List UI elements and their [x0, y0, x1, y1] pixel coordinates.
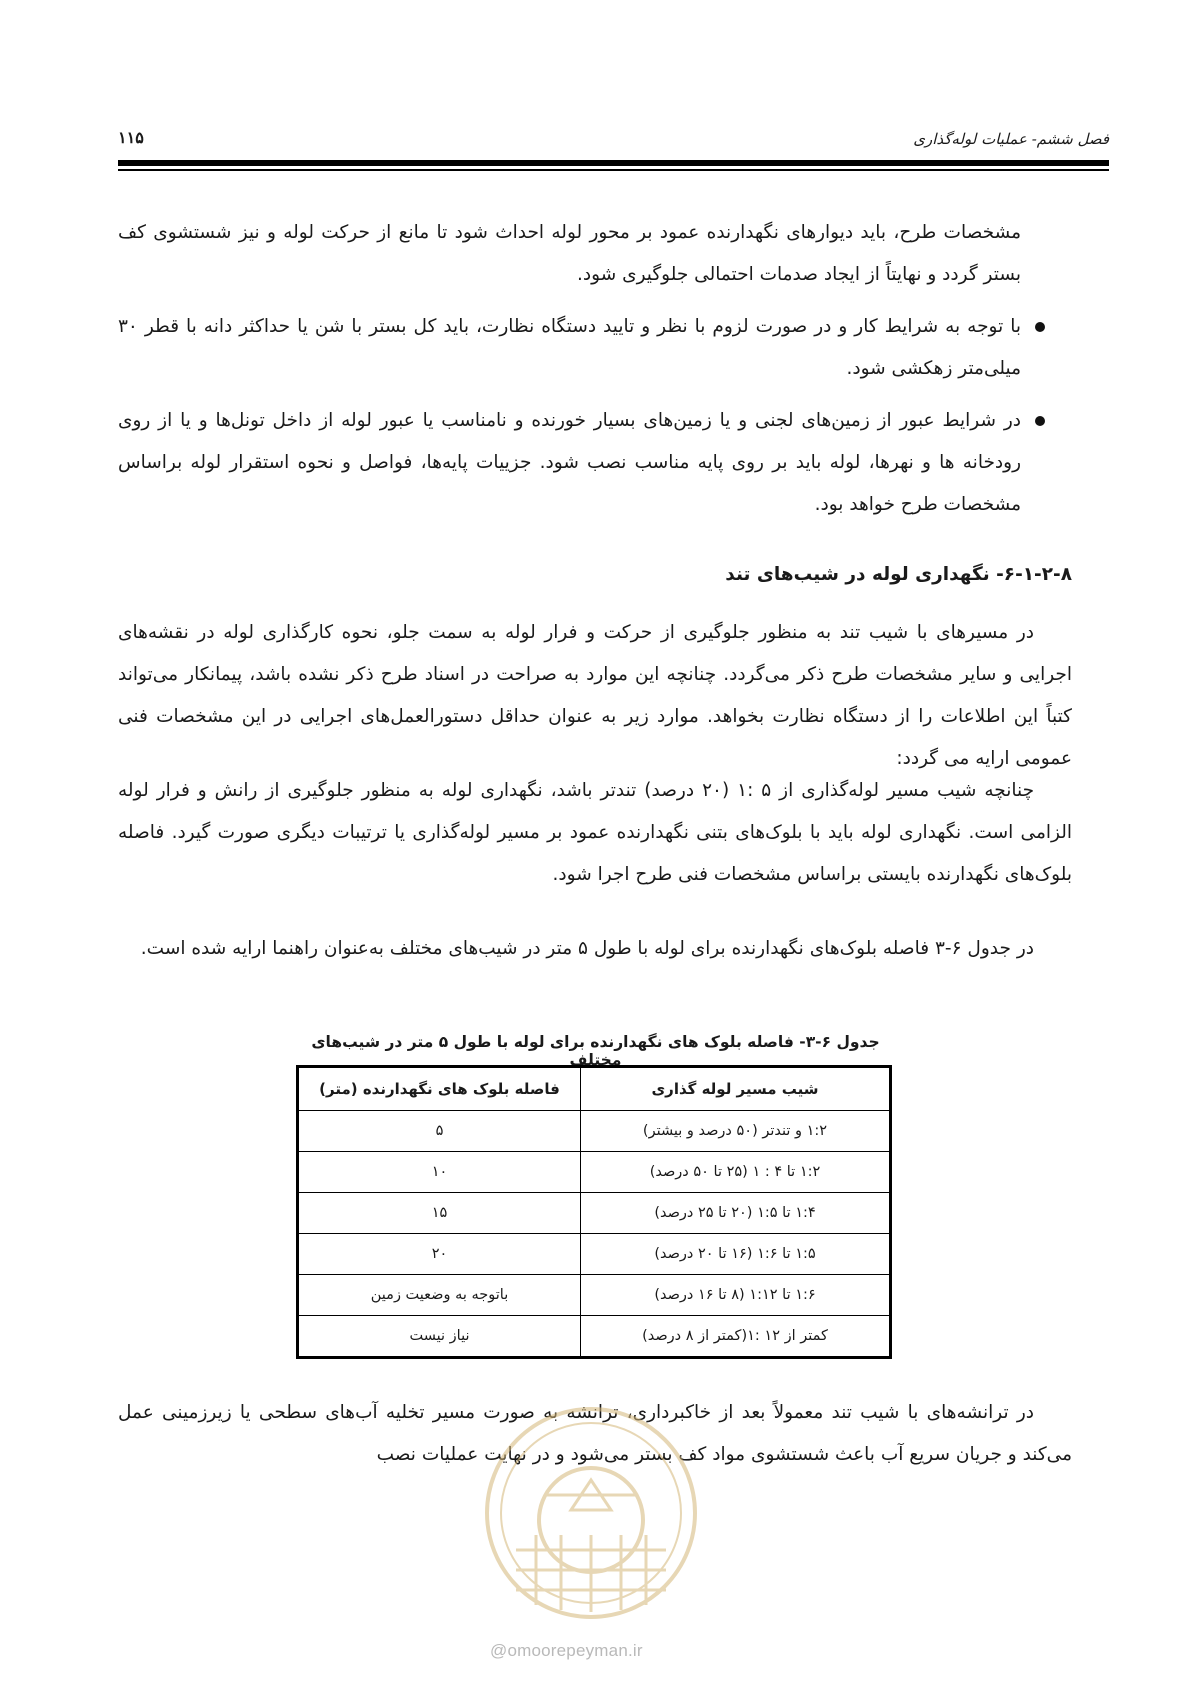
steep-slope-paragraph: در مسیرهای با شیب تند به منظور جلوگیری از حرکت و فرار لوله به سمت جلو، نحوه کارگذاری لوله در نقشه‌های اجرایی و سایر مشخصات طرح ذکر می‌گردد. چنانچه این موارد به صراحت در اسناد طرح ذکر نشده باشد، پیمانکار می‌تواند کتباً این اطلاعات را از دستگاه نظارت بخواهد. موارد زیر به عنوان حداقل دستورالعمل‌های اجرایی در این مشخصات فنی عمومی ارایه می گردد: — [118, 622, 1072, 769]
table-cell-slope: کمتر از ۱۲ :۱(کمتر از ۸ درصد) — [581, 1316, 891, 1358]
table-header-row — [298, 1067, 891, 1111]
bullet-marker — [1035, 416, 1045, 426]
table-cell-spacing: ۱۰ — [298, 1152, 581, 1193]
running-header-title: فصل ششم- عملیات لوله‌گذاری — [913, 130, 1109, 148]
table-cell-slope: ۱:۲ تا ۴ : ۱ (۲۵ تا ۵۰ درصد) — [581, 1152, 891, 1193]
table-reference-paragraph: در جدول ۶-۳ فاصله بلوک‌های نگهدارنده برای لوله با طول ۵ متر در شیب‌های مختلف به‌عنوان راهنما ارایه شده است. — [140, 938, 1034, 959]
anchor-block-paragraph: چنانچه شیب مسیر لوله‌گذاری از ۵ :۱ (۲۰ درصد) تندتر باشد، نگهداری لوله به منظور جلوگیری از رانش و فرار لوله الزامی است. نگهداری لوله باید با بلوک‌های بتنی نگهدارنده عمود بر مسیر لوله‌گذاری یا ترتیبات دیگری صورت گیرد. فاصله بلوک‌های نگهدارنده بایستی براساس مشخصات فنی طرح اجرا شود. — [118, 780, 1072, 885]
page-number: ۱۱۵ — [118, 128, 144, 147]
anchor-spacing-table — [296, 1065, 892, 1359]
watermark-url: @omoorepeyman.ir — [490, 1641, 643, 1660]
table-cell-spacing: باتوجه به وضعیت زمین — [298, 1275, 581, 1316]
table-caption: جدول ۶-۳- فاصله بلوک های نگهدارنده برای لوله با طول ۵ متر در شیب‌های مختلف — [311, 1033, 880, 1069]
table-row — [298, 1193, 891, 1234]
table-header-cell: شیب مسیر لوله گذاری — [581, 1067, 891, 1111]
table-row — [298, 1111, 891, 1152]
watermark-seal-icon — [476, 1400, 706, 1626]
table-row — [298, 1316, 891, 1358]
table-header-cell: فاصله بلوک های نگهدارنده (متر) — [298, 1067, 581, 1111]
table-cell-spacing: ۱۵ — [298, 1193, 581, 1234]
table-row — [298, 1152, 891, 1193]
table-cell-spacing: ۵ — [298, 1111, 581, 1152]
bullet-marker — [1035, 322, 1045, 332]
table-cell-slope: ۱:۲ و تندتر (۵۰ درصد و بیشتر) — [581, 1111, 891, 1152]
table-row — [298, 1275, 891, 1316]
header-rule-thin — [118, 169, 1109, 171]
trench-paragraph: در ترانشه‌های با شیب تند معمولاً بعد از خاکبرداری، ترانشه به صورت مسیر تخلیه آب‌های سطحی یا زیرزمینی عمل می‌کند و جریان سریع آب باعث شستشوی مواد کف بستر می‌شود و در نهایت عملیات نصب — [118, 1402, 1072, 1465]
section-heading: ۶-۱-۲-۸- نگهداری لوله در شیب‌های تند — [725, 564, 1072, 585]
bullet-item-drainage: با توجه به شرایط کار و در صورت لزوم با نظر و تایید دستگاه نظارت، باید کل بستر با شن یا حداکثر دانه با قطر ۳۰ میلی‌متر زهکشی شود. — [118, 316, 1021, 379]
table-cell-slope: ۱:۵ تا ۱:۶ (۱۶ تا ۲۰ درصد) — [581, 1234, 891, 1275]
table-cell-slope: ۱:۶ تا ۱:۱۲ (۸ تا ۱۶ درصد) — [581, 1275, 891, 1316]
table-row — [298, 1234, 891, 1275]
header-rule-thick — [118, 160, 1109, 166]
bullet-item-supports: در شرایط عبور از زمین‌های لجنی و یا زمین‌های بسیار خورنده و نامناسب یا عبور لوله از داخل تونل‌ها و یا از روی رودخانه ها و نهرها، لوله باید بر روی پایه مناسب نصب شود. جزییات پایه‌ها، فواصل و نحوه استقرار لوله براساس مشخصات طرح خواهد بود. — [118, 410, 1021, 515]
table-cell-spacing: نیاز نیست — [298, 1316, 581, 1358]
intro-paragraph: مشخصات طرح، باید دیوارهای نگهدارنده عمود بر محور لوله احداث شود تا مانع از حرکت لوله و نیز شستشوی کف بستر گردد و نهایتاً از ایجاد صدمات احتمالی جلوگیری شود. — [118, 222, 1021, 285]
table-cell-spacing: ۲۰ — [298, 1234, 581, 1275]
table-cell-slope: ۱:۴ تا ۱:۵ (۲۰ تا ۲۵ درصد) — [581, 1193, 891, 1234]
